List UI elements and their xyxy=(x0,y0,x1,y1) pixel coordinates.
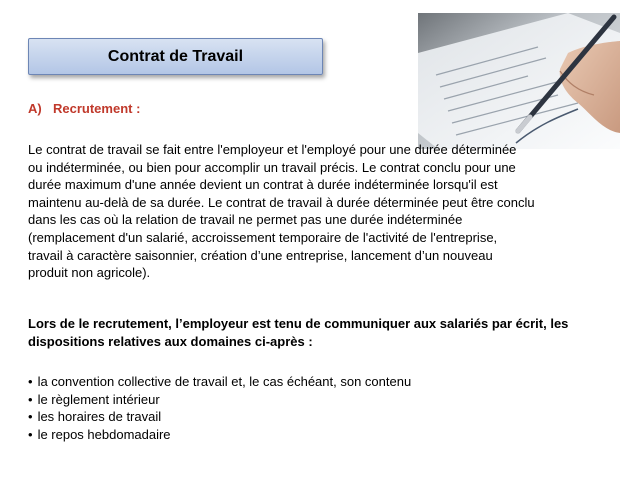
list-item-text: la convention collective de travail et, le cas échéant, son contenu xyxy=(37,374,412,389)
list-item-text: le repos hebdomadaire xyxy=(37,426,171,442)
paragraph-line: produit non agricole). xyxy=(28,265,151,281)
bullet-icon: • xyxy=(28,409,33,425)
paragraph-line: ou indéterminée, ou bien pour accomplir un travail précis. Le contrat conclu pour une xyxy=(28,159,516,175)
list-item-text: les horaires de travail xyxy=(37,409,162,425)
title-box xyxy=(28,38,323,75)
list-item xyxy=(28,408,411,426)
bold-paragraph xyxy=(28,315,618,350)
slide-title: Contrat de Travail xyxy=(107,47,244,65)
paragraph-line: (remplacement d'un salarié, accroissement temporaire de l'activité de l'entreprise, xyxy=(28,229,498,245)
list-item xyxy=(28,391,411,409)
paragraph-line: dans les cas où la relation de travail ne permet pas une durée indéterminée xyxy=(28,212,463,228)
list-item-text: le règlement intérieur xyxy=(37,391,160,407)
bullet-list xyxy=(28,373,411,443)
paragraph-line: Le contrat de travail se fait entre l'employeur et l'employé pour une durée déterminée xyxy=(28,142,517,157)
paragraph-line: durée maximum d'une année devient un contrat à durée indéterminée lorsqu'il est xyxy=(28,177,498,193)
section-heading xyxy=(28,101,140,116)
bold-line: dispositions relatives aux domaines ci-après : xyxy=(28,333,313,349)
bullet-icon: • xyxy=(28,426,33,442)
body-paragraph xyxy=(28,141,618,282)
bullet-icon: • xyxy=(28,374,33,389)
list-item xyxy=(28,426,411,444)
list-item xyxy=(28,373,411,391)
bullet-icon: • xyxy=(28,391,33,407)
section-number: A) xyxy=(28,101,42,116)
section-title: Recrutement : xyxy=(53,101,141,116)
paragraph-line: travail à caractère saisonnier, création d’une entreprise, lancement d’un nouveau xyxy=(28,247,493,263)
hand-signing-document-photo-icon xyxy=(418,13,620,149)
paragraph-line: maintenu au-delà de sa durée. Le contrat de travail à durée déterminée peut être conclu xyxy=(28,194,535,210)
bold-line: Lors de le recrutement, l’employeur est tenu de communiquer aux salariés par écrit, les xyxy=(28,316,569,331)
